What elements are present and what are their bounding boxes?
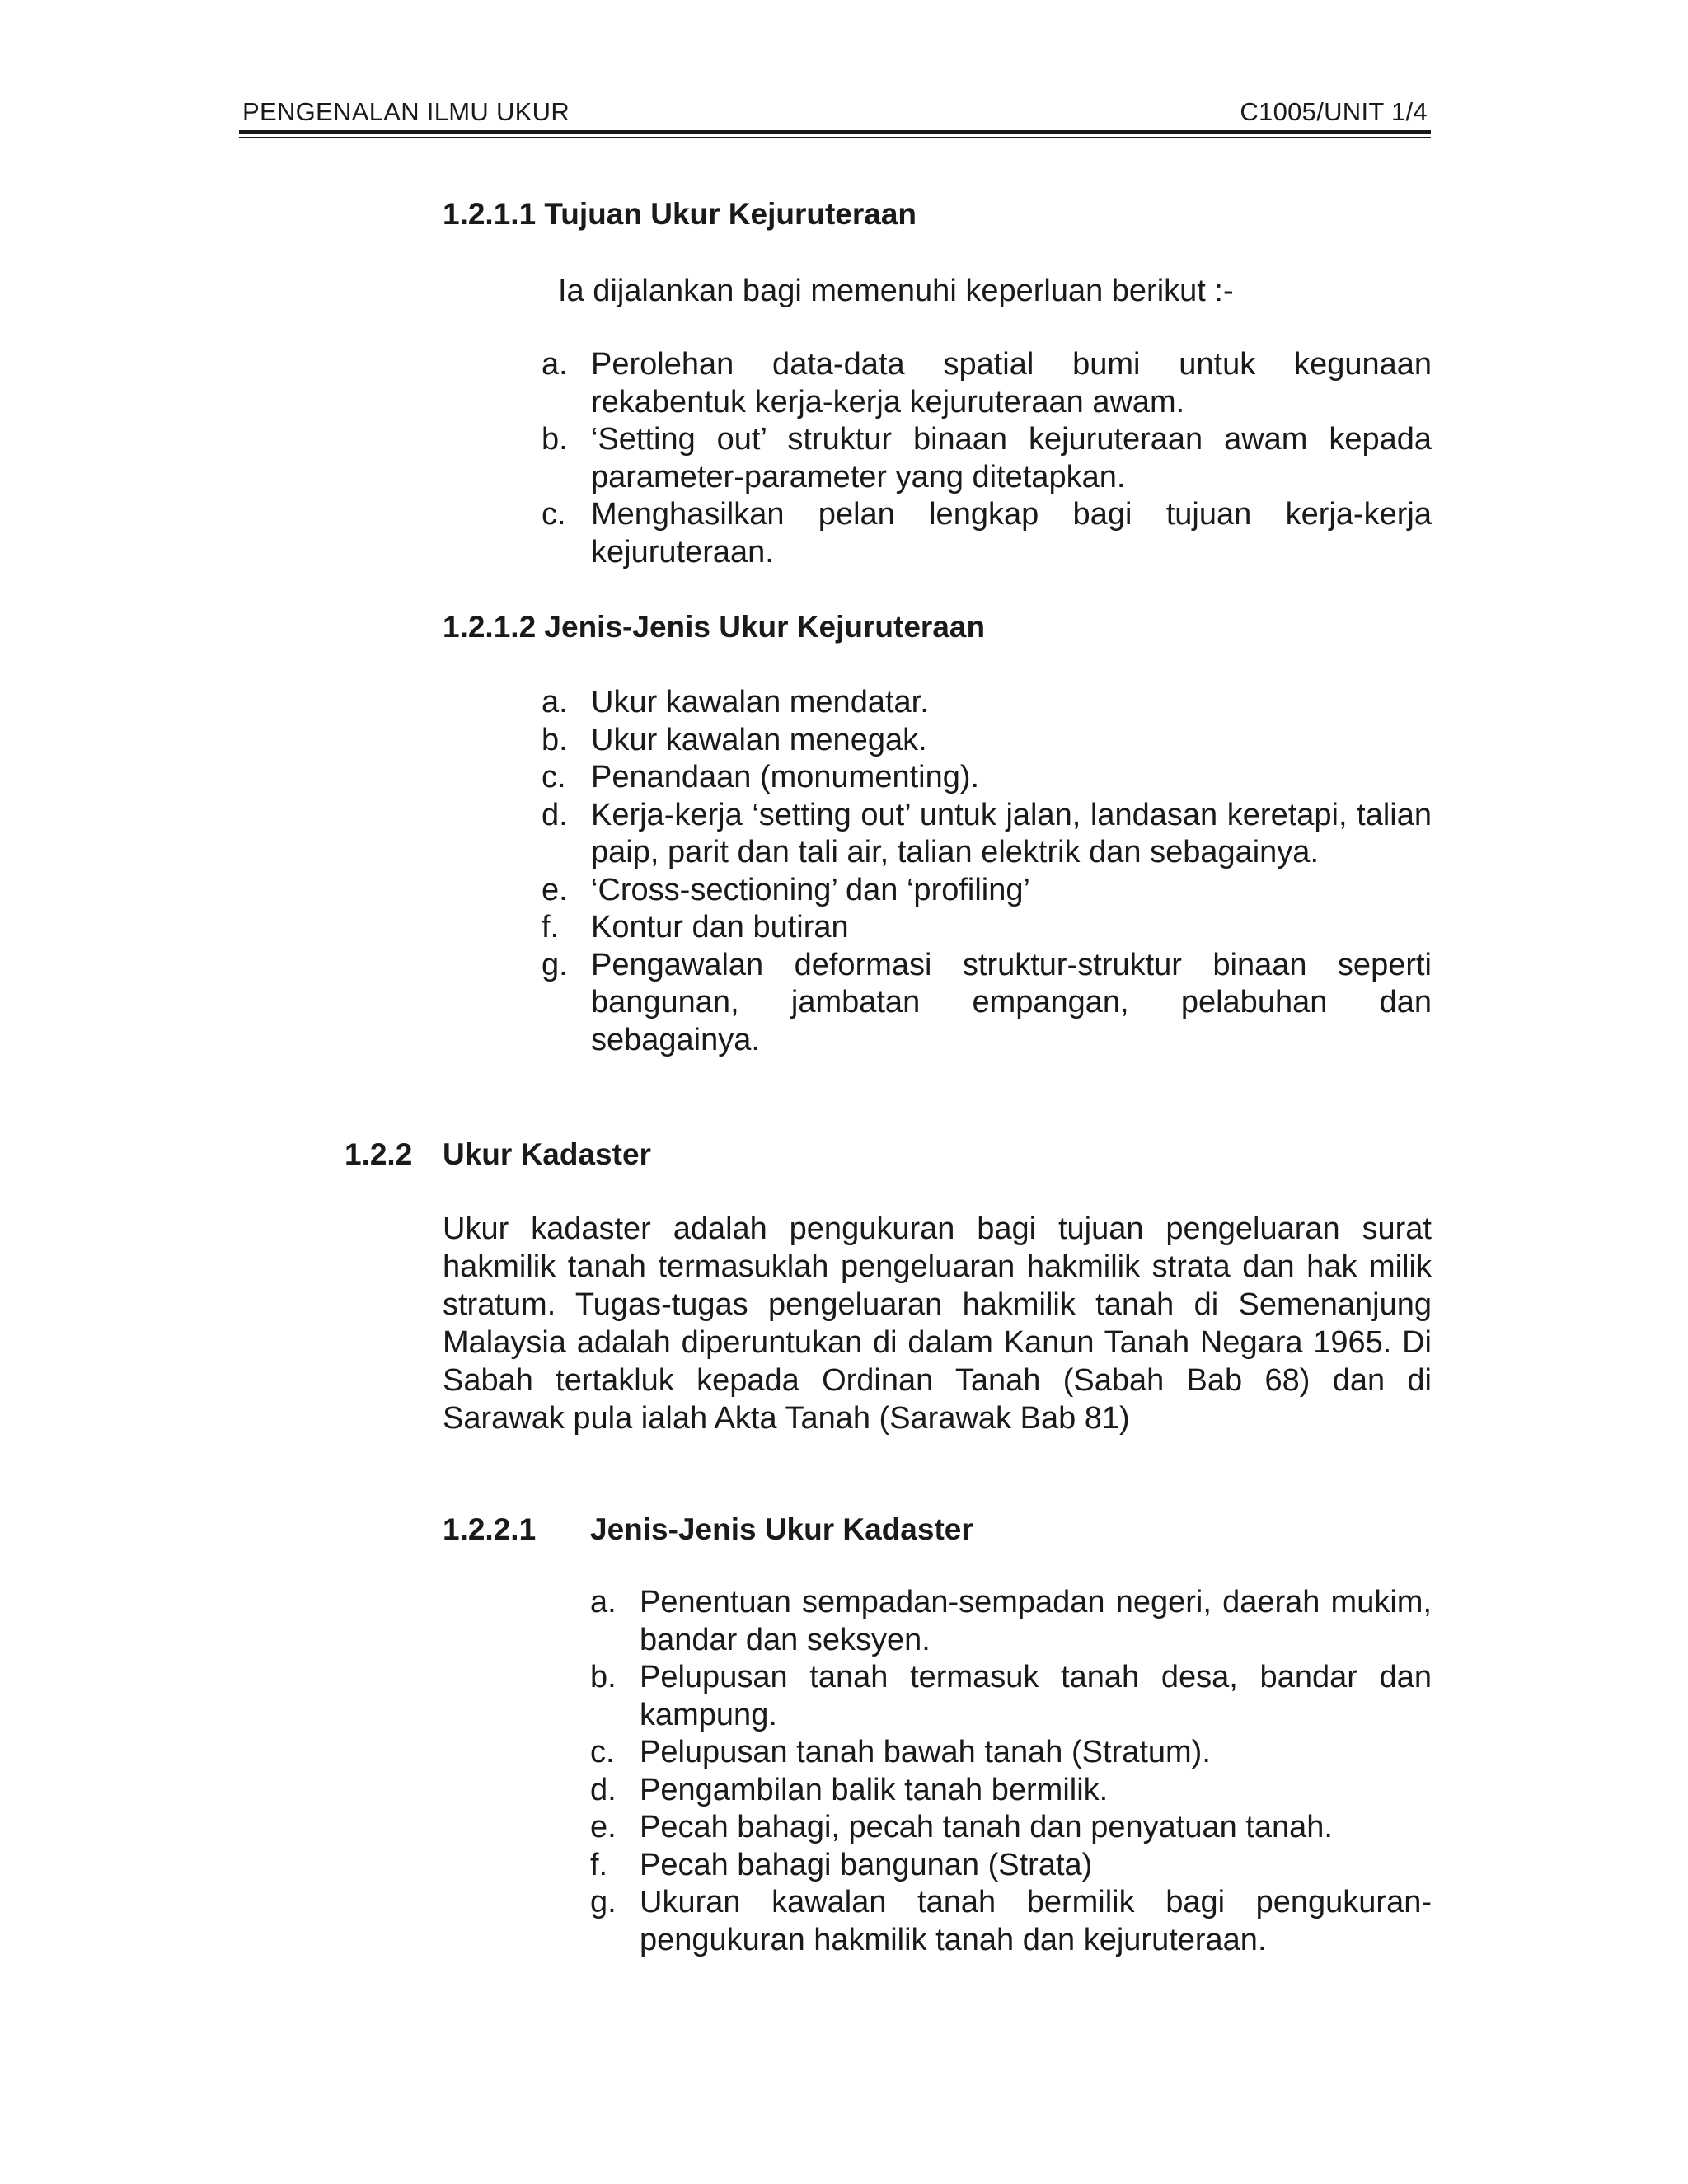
list-marker: a.	[542, 347, 568, 382]
list-item	[590, 1584, 1432, 1659]
list-item	[590, 1659, 1432, 1734]
list-item	[542, 872, 1432, 910]
list-item-text: Penandaan (monumenting).	[591, 760, 980, 794]
list-jenis-kadaster	[590, 1584, 1432, 1959]
list-item-text: Ukur kawalan mendatar.	[591, 685, 929, 719]
list-item	[542, 722, 1432, 760]
list-marker: c.	[590, 1735, 615, 1769]
list-item-text: Pecah bahagi, pecah tanah dan penyatuan tanah.	[640, 1810, 1333, 1844]
list-tujuan	[542, 346, 1432, 571]
list-item	[542, 909, 1432, 947]
list-item-text: Menghasilkan pelan lengkap bagi tujuan kerja-kerja kejuruteraan.	[591, 497, 1432, 569]
heading-1221-title: Jenis-Jenis Ukur Kadaster	[590, 1512, 973, 1546]
list-item-text: Pengawalan deformasi struktur-struktur binaan seperti bangunan, jambatan empangan, pelabuhan dan sebagainya.	[591, 947, 1432, 1057]
heading-122-title: Ukur Kadaster	[443, 1137, 651, 1171]
list-item-text: Ukur kawalan menegak.	[591, 722, 927, 757]
list-marker: g.	[590, 1885, 617, 1919]
list-marker: b.	[542, 722, 568, 757]
list-marker: f.	[590, 1847, 608, 1882]
list-marker: b.	[542, 422, 568, 457]
list-item	[542, 684, 1432, 722]
list-marker: a.	[542, 685, 568, 719]
heading-1221-number: 1.2.2.1	[443, 1512, 537, 1546]
list-item-text: Pelupusan tanah bawah tanah (Stratum).	[640, 1735, 1211, 1769]
list-marker: f.	[542, 910, 560, 944]
list-item-text: Perolehan data-data spatial bumi untuk kegunaan rekabentuk kerja-kerja kejuruteraan awam.	[591, 347, 1432, 419]
list-item	[542, 421, 1432, 496]
list-item-text: Penentuan sempadan-sempadan negeri, daerah mukim, bandar dan seksyen.	[640, 1585, 1432, 1657]
list-item	[542, 797, 1432, 872]
list-item	[590, 1772, 1432, 1810]
list-item	[590, 1884, 1432, 1959]
header-unit-code: C1005/UNIT 1/4	[1240, 97, 1428, 126]
header-rule-thin	[239, 137, 1431, 138]
list-item	[590, 1847, 1432, 1885]
list-item	[542, 947, 1432, 1060]
list-item-text: Pengambilan balik tanah bermilik.	[640, 1772, 1109, 1807]
list-item-text: Kontur dan butiran	[591, 910, 849, 944]
list-item-text: Pecah bahagi bangunan (Strata)	[640, 1847, 1093, 1882]
list-item	[542, 346, 1432, 421]
heading-1212: 1.2.1.2 Jenis-Jenis Ukur Kejuruteraan	[443, 610, 986, 644]
list-marker: g.	[542, 947, 568, 982]
list-item-text: Pelupusan tanah termasuk tanah desa, bandar dan kampung.	[640, 1660, 1432, 1732]
list-marker: c.	[542, 497, 566, 532]
list-item-text: ‘Cross-sectioning’ dan ‘profiling’	[591, 872, 1030, 907]
paragraph-ukur-kadaster: Ukur kadaster adalah pengukuran bagi tujuan pengeluaran surat hakmilik tanah termasuklah pengeluaran hakmilik strata dan hak milik stratum. Tugas-tugas pengeluaran hakmilik tanah di Semenanjung Malaysia adalah diperuntukan di dalam Kanun Tanah Negara 1965. Di Sabah tertakluk kepada Ordinan Tanah (Sabah Bab 68) dan di Sarawak pula ialah Akta Tanah (Sarawak Bab 81)	[443, 1212, 1432, 1436]
list-marker: d.	[590, 1772, 617, 1807]
header-course-title: PENGENALAN ILMU UKUR	[242, 97, 570, 126]
intro-1211: Ia dijalankan bagi memenuhi keperluan berikut :-	[558, 274, 1234, 308]
list-item	[590, 1809, 1432, 1847]
list-item-text: ‘Setting out’ struktur binaan kejuruteraan awam kepada parameter-parameter yang ditetapkan.	[591, 422, 1432, 494]
list-item	[590, 1734, 1432, 1772]
list-item	[542, 759, 1432, 797]
list-marker: b.	[590, 1660, 617, 1694]
heading-1211: 1.2.1.1 Tujuan Ukur Kejuruteraan	[443, 197, 917, 231]
list-marker: a.	[590, 1585, 617, 1619]
running-header	[239, 97, 1431, 132]
list-marker: d.	[542, 797, 568, 832]
heading-122-number: 1.2.2	[345, 1137, 413, 1171]
list-item	[542, 496, 1432, 571]
list-item-text: Ukuran kawalan tanah bermilik bagi pengukuran-pengukuran hakmilik tanah dan kejuruteraan.	[640, 1885, 1432, 1957]
list-marker: e.	[542, 872, 568, 907]
list-marker: c.	[542, 760, 566, 794]
list-item-text: Kerja-kerja ‘setting out’ untuk jalan, landasan keretapi, talian paip, parit dan tali air, talian elektrik dan sebagainya.	[591, 797, 1432, 869]
list-jenis-kejuruteraan	[542, 684, 1432, 1059]
list-marker: e.	[590, 1810, 617, 1844]
header-rule-thick	[239, 130, 1431, 134]
